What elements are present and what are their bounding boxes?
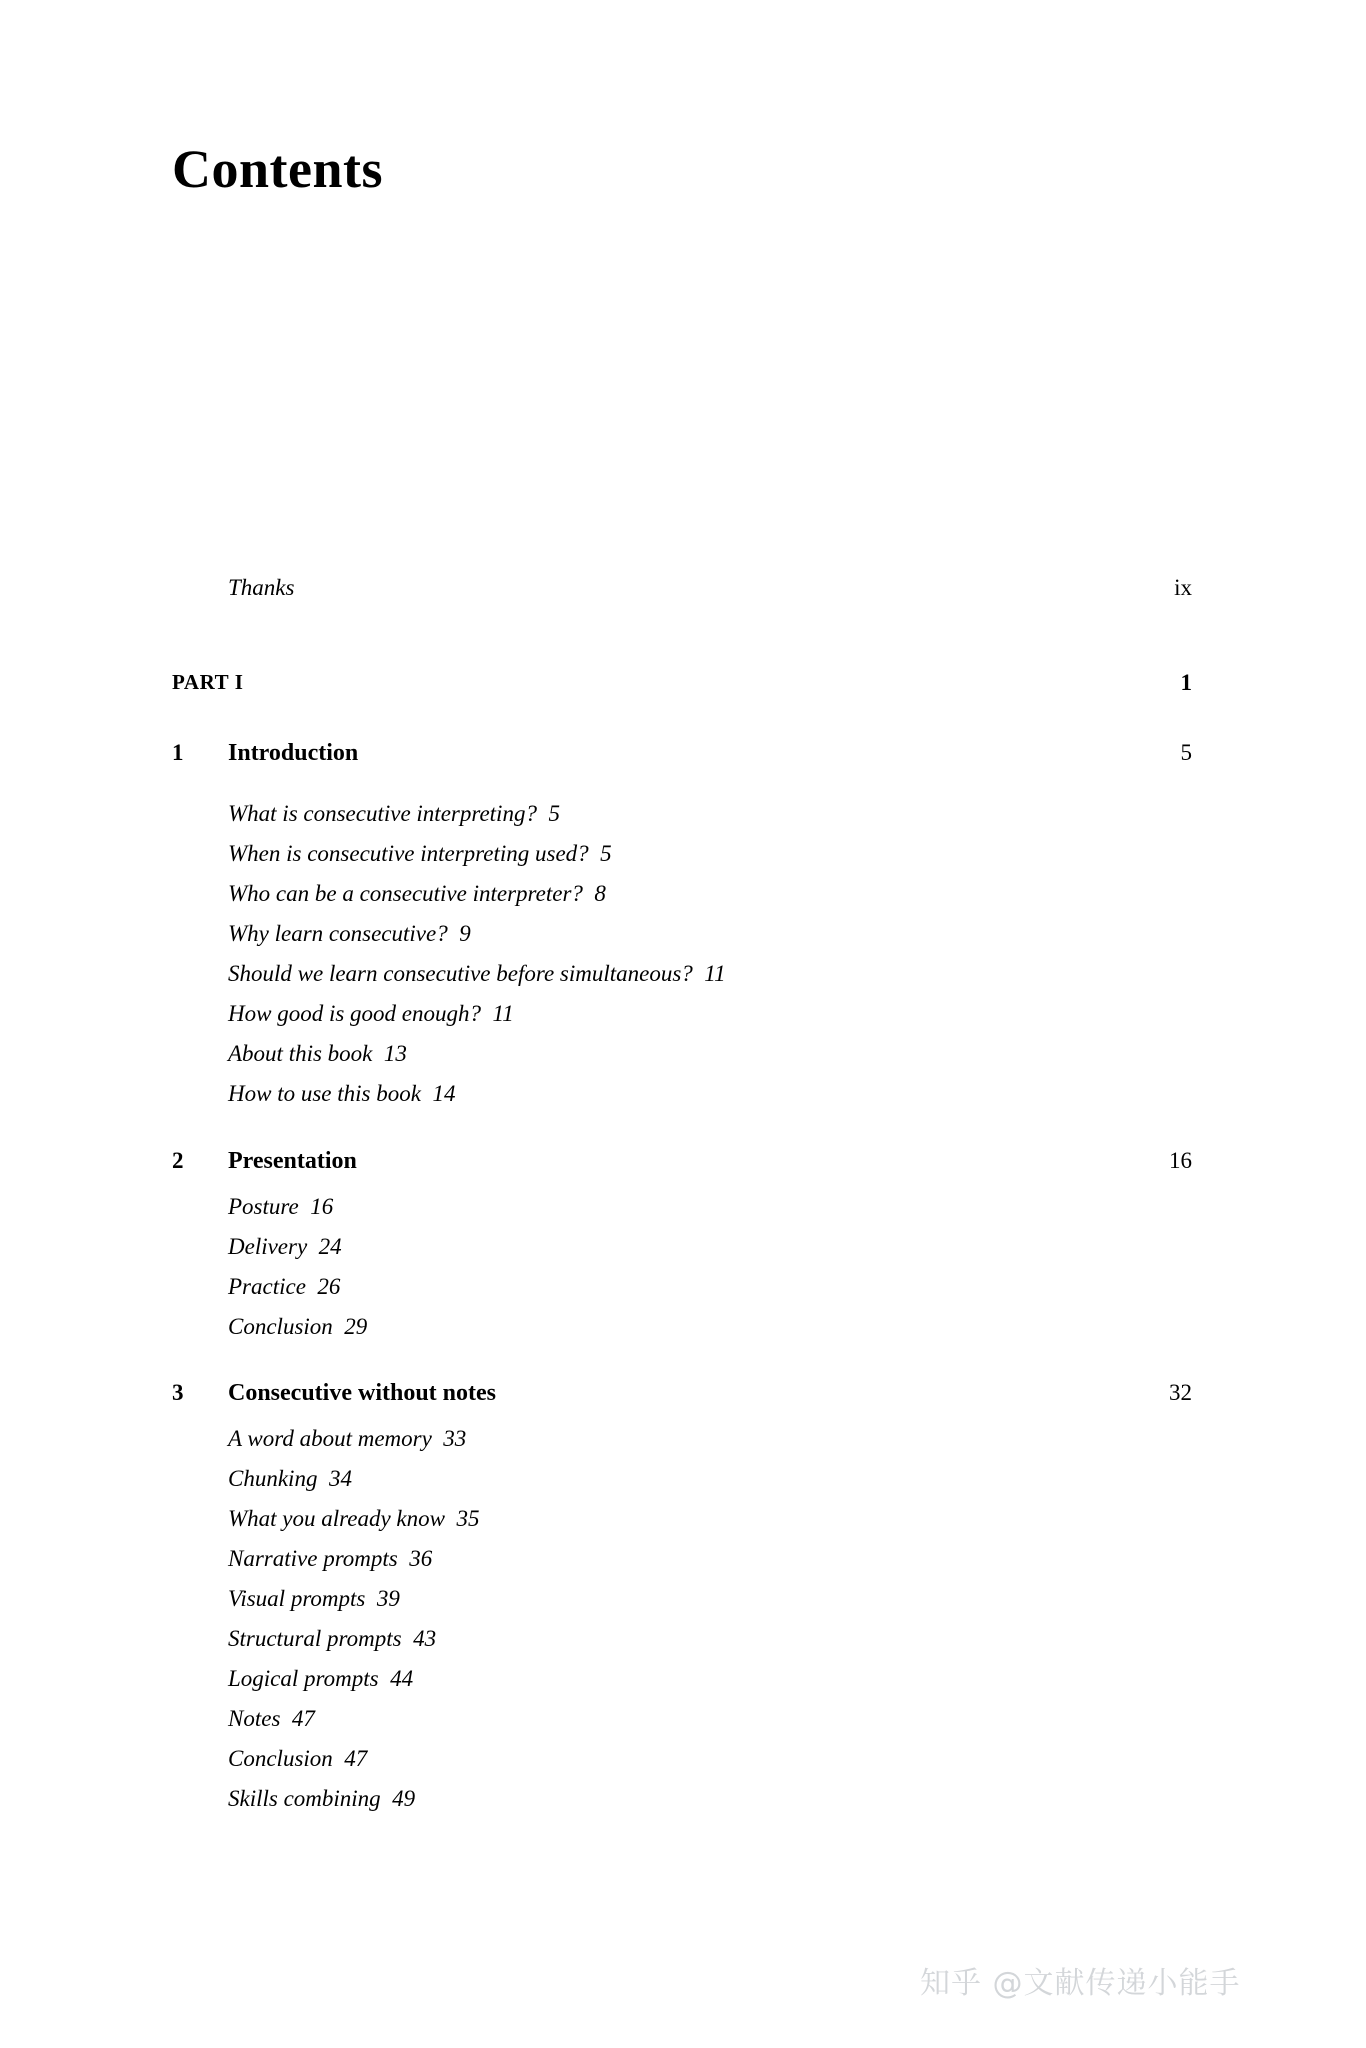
toc-section-text: Why learn consecutive? 9	[228, 921, 471, 946]
toc-section-text: How to use this book 14	[228, 1081, 456, 1106]
toc-section[interactable]	[0, 1666, 1366, 1706]
toc-section[interactable]	[0, 921, 1366, 961]
toc-chapter-number: 1	[172, 740, 184, 765]
toc-section-text: Structural prompts 43	[228, 1626, 437, 1651]
toc-part-page: 1	[1180, 670, 1192, 695]
toc-section-text: Who can be a consecutive interpreter? 8	[228, 881, 606, 906]
toc-chapter-page: 5	[1180, 740, 1192, 765]
toc-section-text: Visual prompts 39	[228, 1586, 400, 1611]
front-matter-group	[0, 575, 1366, 616]
toc-section[interactable]	[0, 841, 1366, 881]
toc-section[interactable]	[0, 1546, 1366, 1586]
toc-section-text: About this book 13	[228, 1041, 407, 1066]
toc-chapter-page: 32	[1169, 1380, 1192, 1405]
toc-section[interactable]	[0, 881, 1366, 921]
toc-section[interactable]	[0, 801, 1366, 841]
toc-section-text: Practice 26	[228, 1274, 341, 1299]
toc-section-text: Chunking 34	[228, 1466, 352, 1491]
toc-section-text: Skills combining 49	[228, 1786, 416, 1811]
toc-section-text: Conclusion 29	[228, 1314, 368, 1339]
toc-section[interactable]	[0, 1466, 1366, 1506]
toc-section-text: Should we learn consecutive before simultaneous? 11	[228, 961, 726, 986]
toc-section[interactable]	[0, 1786, 1366, 1826]
zhihu-watermark: 知乎 @文献传递小能手	[920, 1966, 1241, 2001]
toc-section[interactable]	[0, 961, 1366, 1001]
toc-section-text: Delivery 24	[228, 1234, 342, 1259]
toc-chapter-number: 2	[172, 1148, 184, 1173]
toc-section-text: When is consecutive interpreting used? 5	[228, 841, 612, 866]
toc-section[interactable]	[0, 1626, 1366, 1666]
toc-section[interactable]	[0, 1746, 1366, 1786]
toc-section[interactable]	[0, 1274, 1366, 1314]
toc-section-text: A word about memory 33	[228, 1426, 467, 1451]
toc-entry-label: Thanks	[228, 575, 295, 600]
page-title: Contents	[172, 139, 384, 199]
toc-chapter-title: Introduction	[228, 740, 359, 766]
toc-entry-thanks[interactable]	[0, 575, 1366, 616]
toc-section-text: What you already know 35	[228, 1506, 480, 1531]
toc-section-text: Posture 16	[228, 1194, 334, 1219]
toc-chapter-number: 3	[172, 1380, 184, 1405]
toc-section[interactable]	[0, 1041, 1366, 1081]
part-group	[0, 670, 1366, 711]
toc-section-text: What is consecutive interpreting? 5	[228, 801, 560, 826]
toc-section-text: How good is good enough? 11	[228, 1001, 514, 1026]
toc-chapter-3[interactable]	[0, 1380, 1366, 1426]
toc-part-label: PART I	[172, 670, 244, 694]
toc-section-text: Logical prompts 44	[228, 1666, 414, 1691]
toc-chapter-2[interactable]	[0, 1148, 1366, 1194]
toc-section[interactable]	[0, 1426, 1366, 1466]
toc-section[interactable]	[0, 1506, 1366, 1546]
toc-section[interactable]	[0, 1706, 1366, 1746]
toc-section[interactable]	[0, 1001, 1366, 1041]
toc-section[interactable]	[0, 1234, 1366, 1274]
toc-section-text: Notes 47	[228, 1706, 315, 1731]
toc-section[interactable]	[0, 1081, 1366, 1121]
toc-chapter-title: Presentation	[228, 1148, 357, 1174]
toc-entry-page: ix	[1174, 575, 1192, 600]
toc-part-i[interactable]	[0, 670, 1366, 711]
toc-section-text: Narrative prompts 36	[228, 1546, 433, 1571]
toc-section[interactable]	[0, 1314, 1366, 1354]
chapter-group-3	[0, 1380, 1366, 1826]
toc-chapter-1[interactable]	[0, 740, 1366, 786]
toc-chapter-page: 16	[1169, 1148, 1192, 1173]
chapter-group-1	[0, 740, 1366, 1121]
toc-section-text: Conclusion 47	[228, 1746, 368, 1771]
toc-section[interactable]	[0, 1194, 1366, 1234]
chapter-group-2	[0, 1148, 1366, 1354]
toc-chapter-title: Consecutive without notes	[228, 1380, 496, 1406]
toc-section[interactable]	[0, 1586, 1366, 1626]
